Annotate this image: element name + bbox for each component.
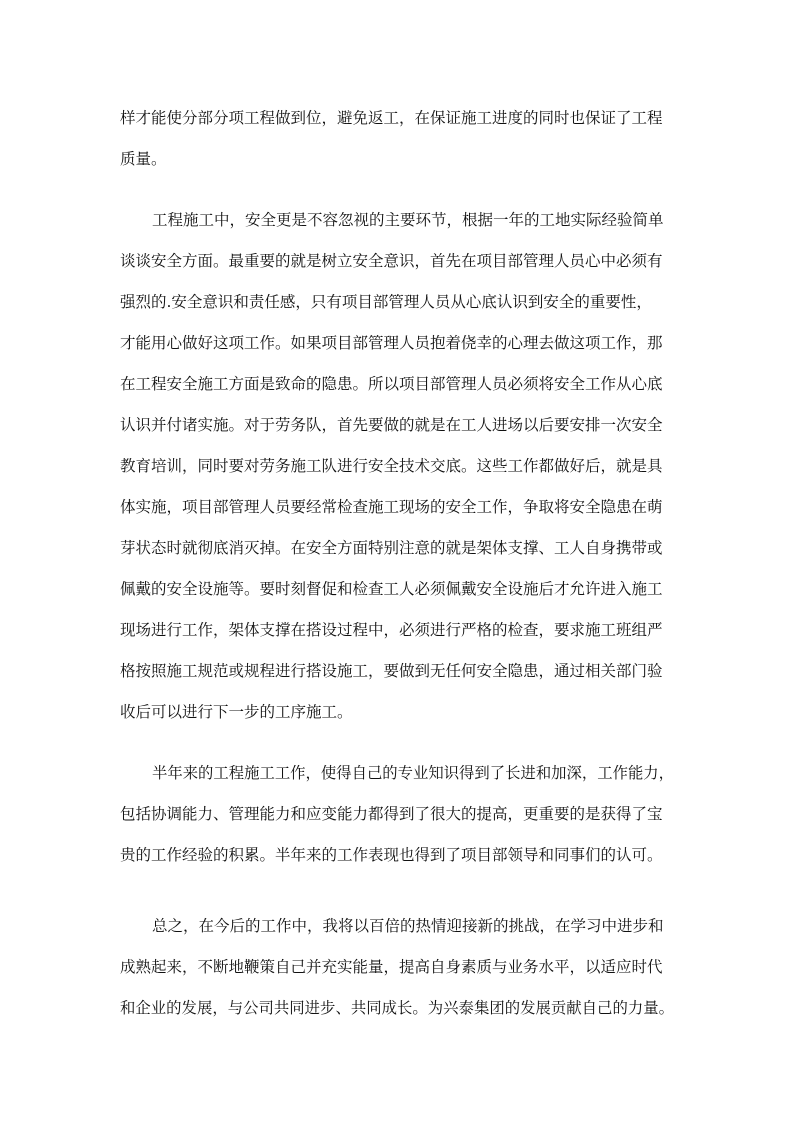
paragraph-2-line-3: 强烈的.安全意识和责任感，只有项目部管理人员从心底认识到安全的重要性， (120, 293, 652, 311)
paragraph-2-line-5: 在工程安全施工方面是致命的隐患。所以项目部管理人员必须将安全工作从心底 (120, 375, 663, 393)
paragraph-1-line-2: 质量。 (120, 150, 167, 168)
paragraph-4-line-1: 总之，在今后的工作中，我将以百倍的热情迎接新的挑战，在学习中进步和 (152, 917, 664, 935)
paragraph-2-line-1: 工程施工中，安全更是不容忽视的主要环节，根据一年的工地实际经验简单 (152, 211, 664, 229)
paragraph-2-line-2: 谈谈安全方面。最重要的就是树立安全意识，首先在项目部管理人员心中必须有 (120, 252, 663, 270)
paragraph-2-line-7: 教育培训，同时要对劳务施工队进行安全技术交底。这些工作都做好后，就是具 (120, 457, 663, 475)
paragraph-2-line-10: 佩戴的安全设施等。要时刻督促和检查工人必须佩戴安全设施后才允许进入施工 (120, 580, 663, 598)
paragraph-2-line-11: 现场进行工作，架体支撑在搭设过程中，必须进行严格的检查，要求施工班组严 (120, 621, 663, 639)
paragraph-2-line-9: 芽状态时就彻底消灭掉。在安全方面特别注意的就是架体支撑、工人自身携带或 (120, 539, 663, 557)
paragraph-2-line-12: 格按照施工规范或规程进行搭设施工，要做到无任何安全隐患，通过相关部门验 (120, 662, 663, 680)
paragraph-2-line-6: 认识并付诸实施。对于劳务队，首先要做的就是在工人进场以后要安排一次安全 (120, 416, 663, 434)
paragraph-2-line-13: 收后可以进行下一步的工序施工。 (120, 703, 353, 721)
paragraph-1-line-1: 样才能使分部分项工程做到位，避免返工，在保证施工进度的同时也保证了工程 (120, 109, 663, 127)
paragraph-4-line-3: 和企业的发展，与公司共同进步、共同成长。为兴泰集团的发展贡献自己的力量。 (120, 999, 675, 1017)
paragraph-3-line-1: 半年来的工程施工工作，使得自己的专业知识得到了长进和加深，工作能力， (152, 764, 675, 782)
paragraph-4-line-2: 成熟起来，不断地鞭策自己并充实能量，提高自身素质与业务水平，以适应时代 (120, 958, 663, 976)
paragraph-2-line-4: 才能用心做好这项工作。如果项目部管理人员抱着侥幸的心理去做这项工作，那 (120, 334, 663, 352)
paragraph-3-line-3: 贵的工作经验的积累。半年来的工作表现也得到了项目部领导和同事们的认可。 (120, 846, 663, 864)
paragraph-3-line-2: 包括协调能力、管理能力和应变能力都得到了很大的提高，更重要的是获得了宝 (120, 805, 663, 823)
paragraph-2-line-8: 体实施，项目部管理人员要经常检查施工现场的安全工作，争取将安全隐患在萌 (120, 498, 663, 516)
